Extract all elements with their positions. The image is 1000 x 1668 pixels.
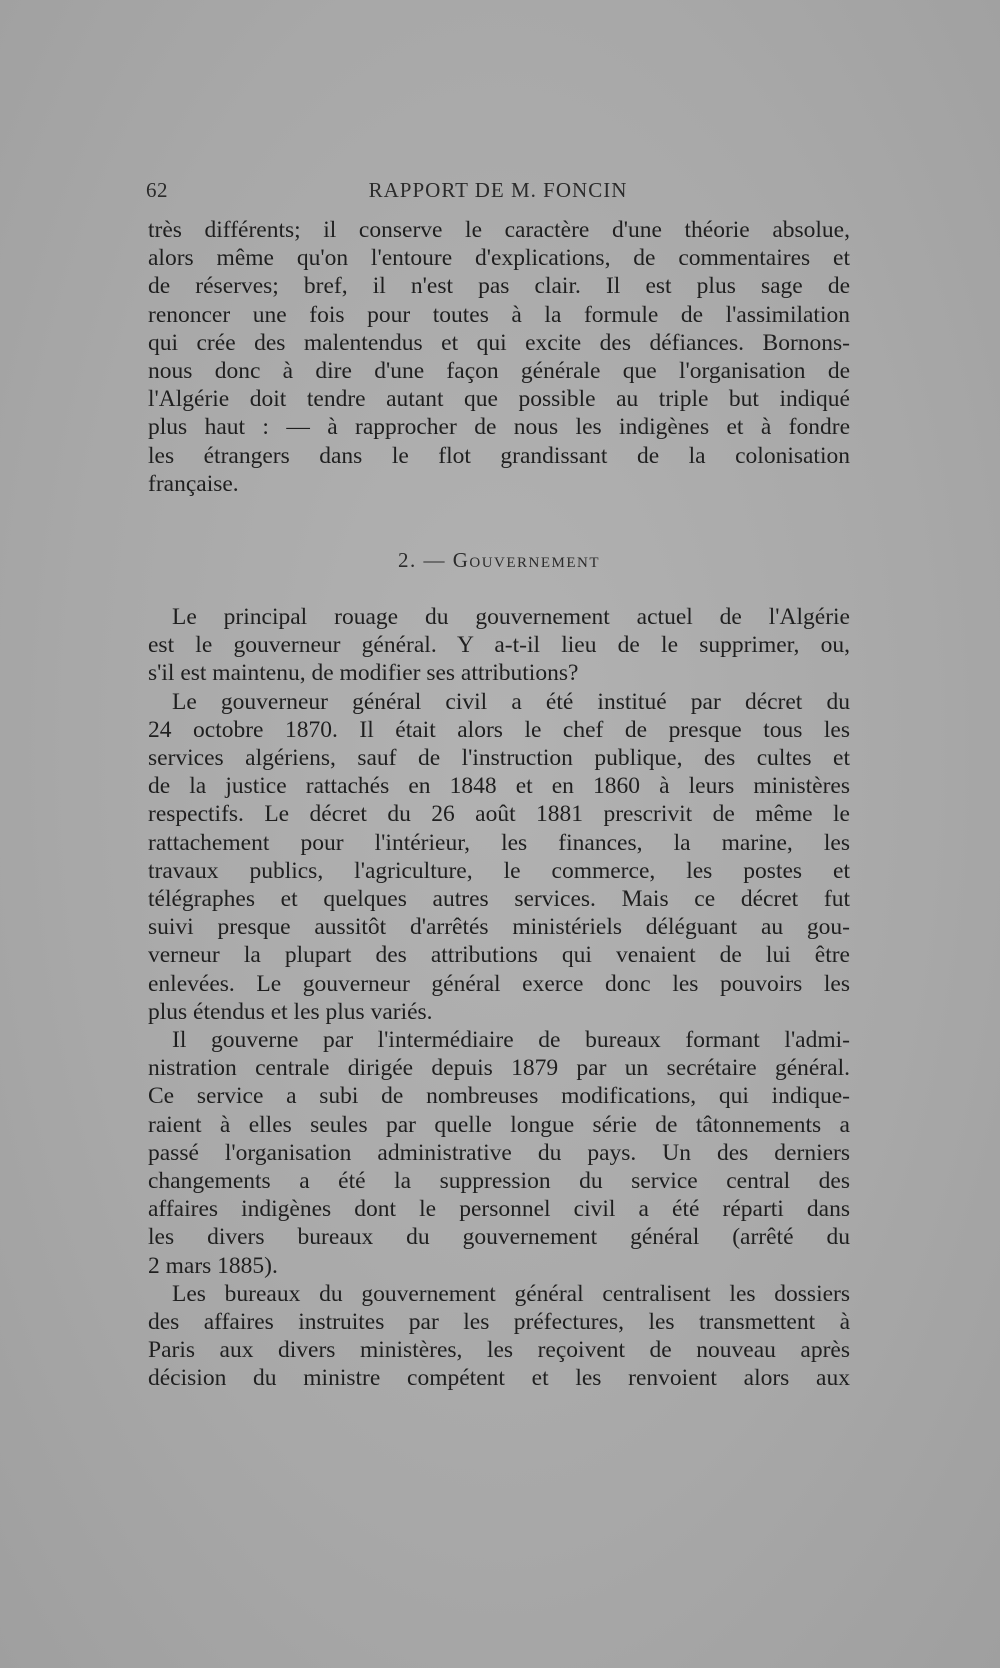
text-line: respectifs. Le décret du 26 août 1881 prescrivit de même le [148, 801, 850, 828]
text-line: des affaires instruites par les préfectures, les transmettent à [148, 1309, 850, 1336]
text-line: très différents; il conserve le caractère d'une théorie absolue, [148, 217, 850, 243]
text-line: 24 octobre 1870. Il était alors le chef de presque tous les [148, 716, 850, 743]
text-line: Ce service a subi de nombreuses modifications, qui indique- [148, 1083, 850, 1110]
text-line: Le gouverneur général civil a été institué par décret du [172, 688, 850, 715]
text-line: nistration centrale dirigée depuis 1879 par un secrétaire général. [148, 1055, 850, 1082]
section-heading: 2. — Gouvernement [397, 548, 601, 572]
text-line: changements a été la suppression du service central des [148, 1168, 850, 1195]
text-line: enlevées. Le gouverneur général exerce donc les pouvoirs les [148, 970, 850, 997]
text-line: 2 mars 1885). [148, 1252, 278, 1279]
text-line: télégraphes et quelques autres services. Mais ce décret fut [148, 886, 850, 913]
text-line: renoncer une fois pour toutes à la formule de l'assimilation [148, 301, 850, 328]
text-line: Le principal rouage du gouvernement actuel de l'Algérie [172, 604, 850, 630]
text-line: plus haut : — à rapprocher de nous les indigènes et à fondre [148, 414, 850, 441]
text-line: Il gouverne par l'intermédiaire de bureaux formant l'admi- [172, 1027, 850, 1054]
text-line: Paris aux divers ministères, les reçoivent de nouveau après [148, 1337, 850, 1364]
text-line: de la justice rattachés en 1848 et en 1860 à leurs ministères [148, 773, 850, 800]
text-line: les étrangers dans le flot grandissant de la colonisation [148, 442, 850, 469]
text-line: décision du ministre compétent et les renvoient alors aux [148, 1365, 850, 1392]
text-line: est le gouverneur général. Y a-t-il lieu de le supprimer, ou, [148, 632, 850, 659]
text-line: suivi presque aussitôt d'arrêtés ministériels déléguant au gou- [148, 914, 850, 941]
text-line: raient à elles seules par quelle longue série de tâtonnements a [148, 1111, 850, 1138]
text-line: l'Algérie doit tendre autant que possible au triple but indiqué [148, 386, 850, 413]
text-line: affaires indigènes dont le personnel civil a été réparti dans [148, 1196, 850, 1223]
text-line: les divers bureaux du gouvernement général (arrêté du [148, 1224, 850, 1251]
text-line: alors même qu'on l'entoure d'explications, de commentaires et [148, 245, 850, 272]
page-number: 62 [146, 178, 168, 202]
text-line: Les bureaux du gouvernement général centralisent les dossiers [172, 1280, 850, 1307]
text-line: services algériens, sauf de l'instruction publique, des cultes et [148, 745, 850, 772]
text-line: travaux publics, l'agriculture, le commerce, les postes et [148, 857, 850, 884]
text-line: verneur la plupart des attributions qui venaient de lui être [148, 942, 850, 969]
text-line: s'il est maintenu, de modifier ses attributions? [148, 660, 579, 687]
running-head: RAPPORT DE M. FONCIN [368, 178, 628, 202]
section-body [148, 603, 850, 1393]
text-line: qui crée des malentendus et qui excite des défiances. Bornons- [148, 329, 850, 356]
paragraph-continuation [148, 216, 850, 498]
text-line: plus étendus et les plus variés. [148, 998, 433, 1025]
text-line: de réserves; bref, il n'est pas clair. Il est plus sage de [148, 273, 850, 300]
text-line: française. [148, 470, 239, 497]
text-line: rattachement pour l'intérieur, les finances, la marine, les [148, 829, 850, 856]
text-line: nous donc à dire d'une façon générale que l'organisation de [148, 358, 850, 385]
text-line: passé l'organisation administrative du pays. Un des derniers [148, 1139, 850, 1166]
page-header [146, 178, 850, 208]
